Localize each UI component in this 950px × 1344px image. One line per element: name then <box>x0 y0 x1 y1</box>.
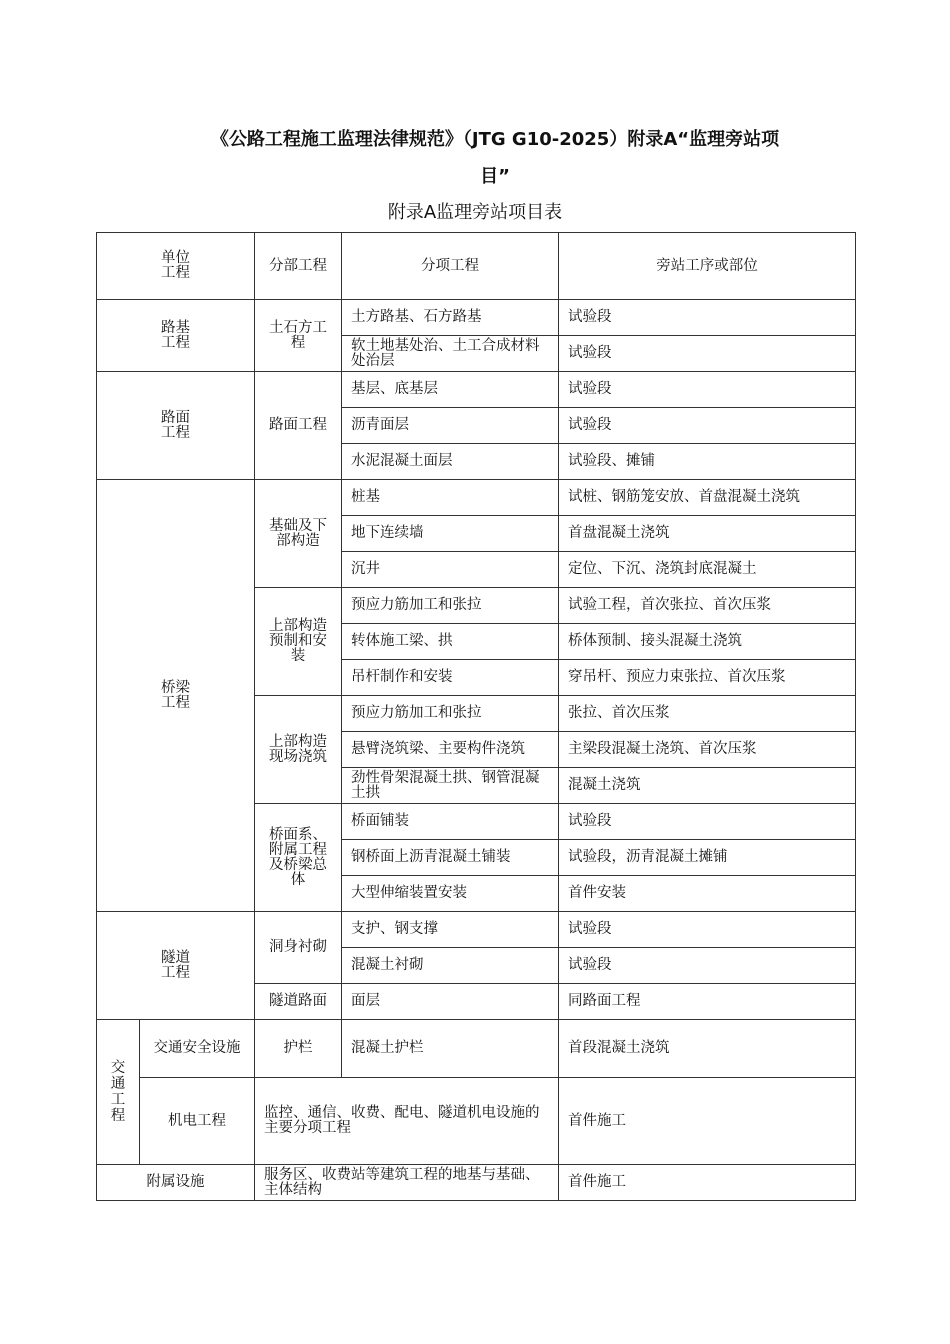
item-cell: 混凝土护栏 <box>342 1020 559 1078</box>
station-cell: 张拉、首次压浆 <box>559 696 856 732</box>
station-cell: 首件施工 <box>559 1078 856 1165</box>
item-cell: 服务区、收费站等建筑工程的地基与基础、主体结构 <box>255 1165 559 1201</box>
item-cell: 预应力筋加工和张拉 <box>342 588 559 624</box>
station-cell: 试桩、钢筋笼安放、首盘混凝土浇筑 <box>559 480 856 516</box>
table-caption: 附录A监理旁站项目表 <box>387 202 563 223</box>
table-row <box>97 1020 856 1078</box>
item-cell: 沉井 <box>342 552 559 588</box>
station-cell: 同路面工程 <box>559 984 856 1020</box>
division-cell: 路面工程 <box>255 372 342 480</box>
supervision-table <box>96 232 856 1201</box>
station-cell: 试验段 <box>559 300 856 336</box>
division-cell: 桥面系、附属工程及桥梁总体 <box>255 804 342 912</box>
item-cell: 悬臂浇筑梁、主要构件浇筑 <box>342 732 559 768</box>
item-cell: 钢桥面上沥青混凝土铺装 <box>342 840 559 876</box>
station-cell: 试验段、摊铺 <box>559 444 856 480</box>
unit-cell: 路面工程 <box>97 372 255 480</box>
table-row <box>97 1165 856 1201</box>
item-cell: 预应力筋加工和张拉 <box>342 696 559 732</box>
item-cell: 基层、底基层 <box>342 372 559 408</box>
division-cell: 上部构造现场浇筑 <box>255 696 342 804</box>
item-cell: 大型伸缩装置安装 <box>342 876 559 912</box>
unit-cell: 路基工程 <box>97 300 255 372</box>
table-header-row <box>97 233 856 300</box>
station-cell: 首件施工 <box>559 1165 856 1201</box>
document-title-line2: 目” <box>480 166 510 187</box>
item-cell: 监控、通信、收费、配电、隧道机电设施的主要分项工程 <box>255 1078 559 1165</box>
unit-cell: 附属设施 <box>97 1165 255 1201</box>
item-cell: 面层 <box>342 984 559 1020</box>
division-cell: 洞身衬砌 <box>255 912 342 984</box>
station-cell: 试验段 <box>559 948 856 984</box>
unit-cell: 隧道工程 <box>97 912 255 1020</box>
item-cell: 吊杆制作和安装 <box>342 660 559 696</box>
station-cell: 穿吊杆、预应力束张拉、首次压浆 <box>559 660 856 696</box>
item-cell: 桩基 <box>342 480 559 516</box>
table-row <box>97 372 856 408</box>
station-cell: 试验段 <box>559 408 856 444</box>
division-cell: 基础及下部构造 <box>255 480 342 588</box>
item-cell: 沥青面层 <box>342 408 559 444</box>
station-cell: 首件安装 <box>559 876 856 912</box>
table-row <box>97 480 856 516</box>
header-division: 分部工程 <box>255 233 342 300</box>
station-cell: 试验段 <box>559 372 856 408</box>
item-cell: 水泥混凝土面层 <box>342 444 559 480</box>
table-row <box>97 1078 856 1165</box>
subunit-cell: 交通安全设施 <box>140 1020 255 1078</box>
unit-cell: 桥梁工程 <box>97 480 255 912</box>
header-item: 分项工程 <box>342 233 559 300</box>
division-cell: 护栏 <box>255 1020 342 1078</box>
station-cell: 首盘混凝土浇筑 <box>559 516 856 552</box>
division-cell: 土石方工程 <box>255 300 342 372</box>
item-cell: 土方路基、石方路基 <box>342 300 559 336</box>
division-cell: 上部构造预制和安装 <box>255 588 342 696</box>
station-cell: 定位、下沉、浇筑封底混凝土 <box>559 552 856 588</box>
subunit-cell: 机电工程 <box>140 1078 255 1165</box>
division-cell: 隧道路面 <box>255 984 342 1020</box>
item-cell: 地下连续墙 <box>342 516 559 552</box>
station-cell: 桥体预制、接头混凝土浇筑 <box>559 624 856 660</box>
table-row <box>97 912 856 948</box>
item-cell: 劲性骨架混凝土拱、钢管混凝土拱 <box>342 768 559 804</box>
table-row <box>97 300 856 336</box>
station-cell: 混凝土浇筑 <box>559 768 856 804</box>
station-cell: 主梁段混凝土浇筑、首次压浆 <box>559 732 856 768</box>
item-cell: 混凝土衬砌 <box>342 948 559 984</box>
item-cell: 转体施工梁、拱 <box>342 624 559 660</box>
station-cell: 试验段 <box>559 912 856 948</box>
station-cell: 首段混凝土浇筑 <box>559 1020 856 1078</box>
station-cell: 试验段，沥青混凝土摊铺 <box>559 840 856 876</box>
station-cell: 试验段 <box>559 336 856 372</box>
item-cell: 桥面铺装 <box>342 804 559 840</box>
station-cell: 试验段 <box>559 804 856 840</box>
header-station: 旁站工序或部位 <box>559 233 856 300</box>
item-cell: 软土地基处治、土工合成材料处治层 <box>342 336 559 372</box>
item-cell: 支护、钢支撑 <box>342 912 559 948</box>
document-title-line1: 《公路工程施工监理法律规范》（JTG G10-2025）附录A“监理旁站项 <box>210 129 780 150</box>
unit-cell: 交通工程 <box>97 1020 140 1165</box>
header-unit: 单位工程 <box>97 233 255 300</box>
station-cell: 试验工程，首次张拉、首次压浆 <box>559 588 856 624</box>
